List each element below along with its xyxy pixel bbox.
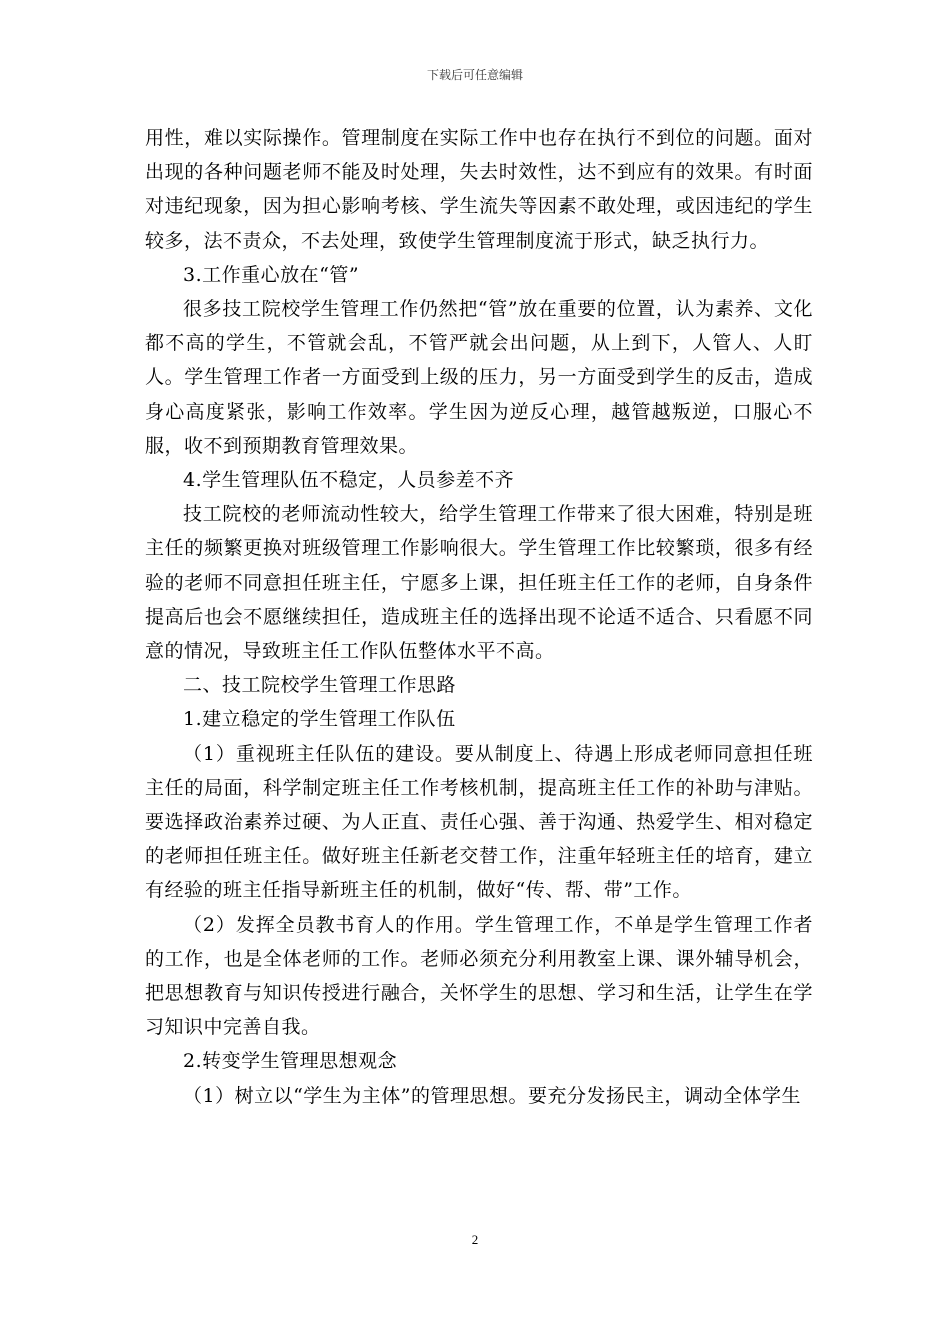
paragraph: （2）发挥全员教书育人的作用。学生管理工作，不单是学生管理工作者的工作，也是全体老师的工作。老师必须充分利用教室上课、课外辅导机会，把思想教育与知识传授进行融合，关怀学生的思想、学习和生活，让学生在学习知识中完善自我。	[145, 913, 813, 1039]
section-heading: 1.建立稳定的学生管理工作队伍	[183, 708, 456, 731]
page-number: 2	[471, 1232, 479, 1247]
paragraph: 技工院校的老师流动性较大，给学生管理工作带来了很大困难，特别是班主任的频繁更换对班级管理工作影响很大。学生管理工作比较繁琐，很多有经验的老师不同意担任班主任，宁愿多上课，担任班主任工作的老师，自身条件提高后也会不愿继续担任，造成班主任的选择出现不论适不适合、只看愿不同意的情况，导致班主任工作队伍整体水平不高。	[145, 503, 813, 663]
document-body	[145, 121, 813, 1113]
paragraph: （1）重视班主任队伍的建设。要从制度上、待遇上形成老师同意担任班主任的局面，科学制定班主任工作考核机制，提高班主任工作的补助与津贴。要选择政治素养过硬、为人正直、责任心强、善于沟通、热爱学生、相对稳定的老师担任班主任。做好班主任新老交替工作，注重年轻班主任的培育，建立有经验的班主任指导新班主任的机制，做好“传、帮、带”工作。	[145, 742, 813, 902]
paragraph: 很多技工院校学生管理工作仍然把“管”放在重要的位置，认为素养、文化都不高的学生，不管就会乱，不管严就会出问题，从上到下，人管人、人盯人。学生管理工作者一方面受到上级的压力，另一方面受到学生的反击，造成身心高度紧张，影响工作效率。学生因为逆反心理，越管越叛逆，口服心不服，收不到预期教育管理效果。	[145, 298, 813, 457]
page-header: 下载后可任意编辑	[426, 68, 523, 82]
section-heading: 2.转变学生管理思想观念	[183, 1050, 398, 1073]
paragraph: 用性，难以实际操作。管理制度在实际工作中也存在执行不到位的问题。面对出现的各种问题老师不能及时处理，失去时效性，达不到应有的效果。有时面对违纪现象，因为担心影响考核、学生流失等因素不敢处理，或因违纪的学生较多，法不责众，不去处理，致使学生管理制度流于形式，缺乏执行力。	[145, 127, 813, 252]
paragraph: （1）树立以“学生为主体”的管理思想。要充分发扬民主，调动全体学生	[183, 1084, 802, 1107]
section-heading: 4.学生管理队伍不稳定，人员参差不齐	[183, 469, 515, 492]
section-heading: 二、技工院校学生管理工作思路	[183, 674, 457, 697]
section-heading: 3.工作重心放在“管”	[183, 263, 360, 286]
